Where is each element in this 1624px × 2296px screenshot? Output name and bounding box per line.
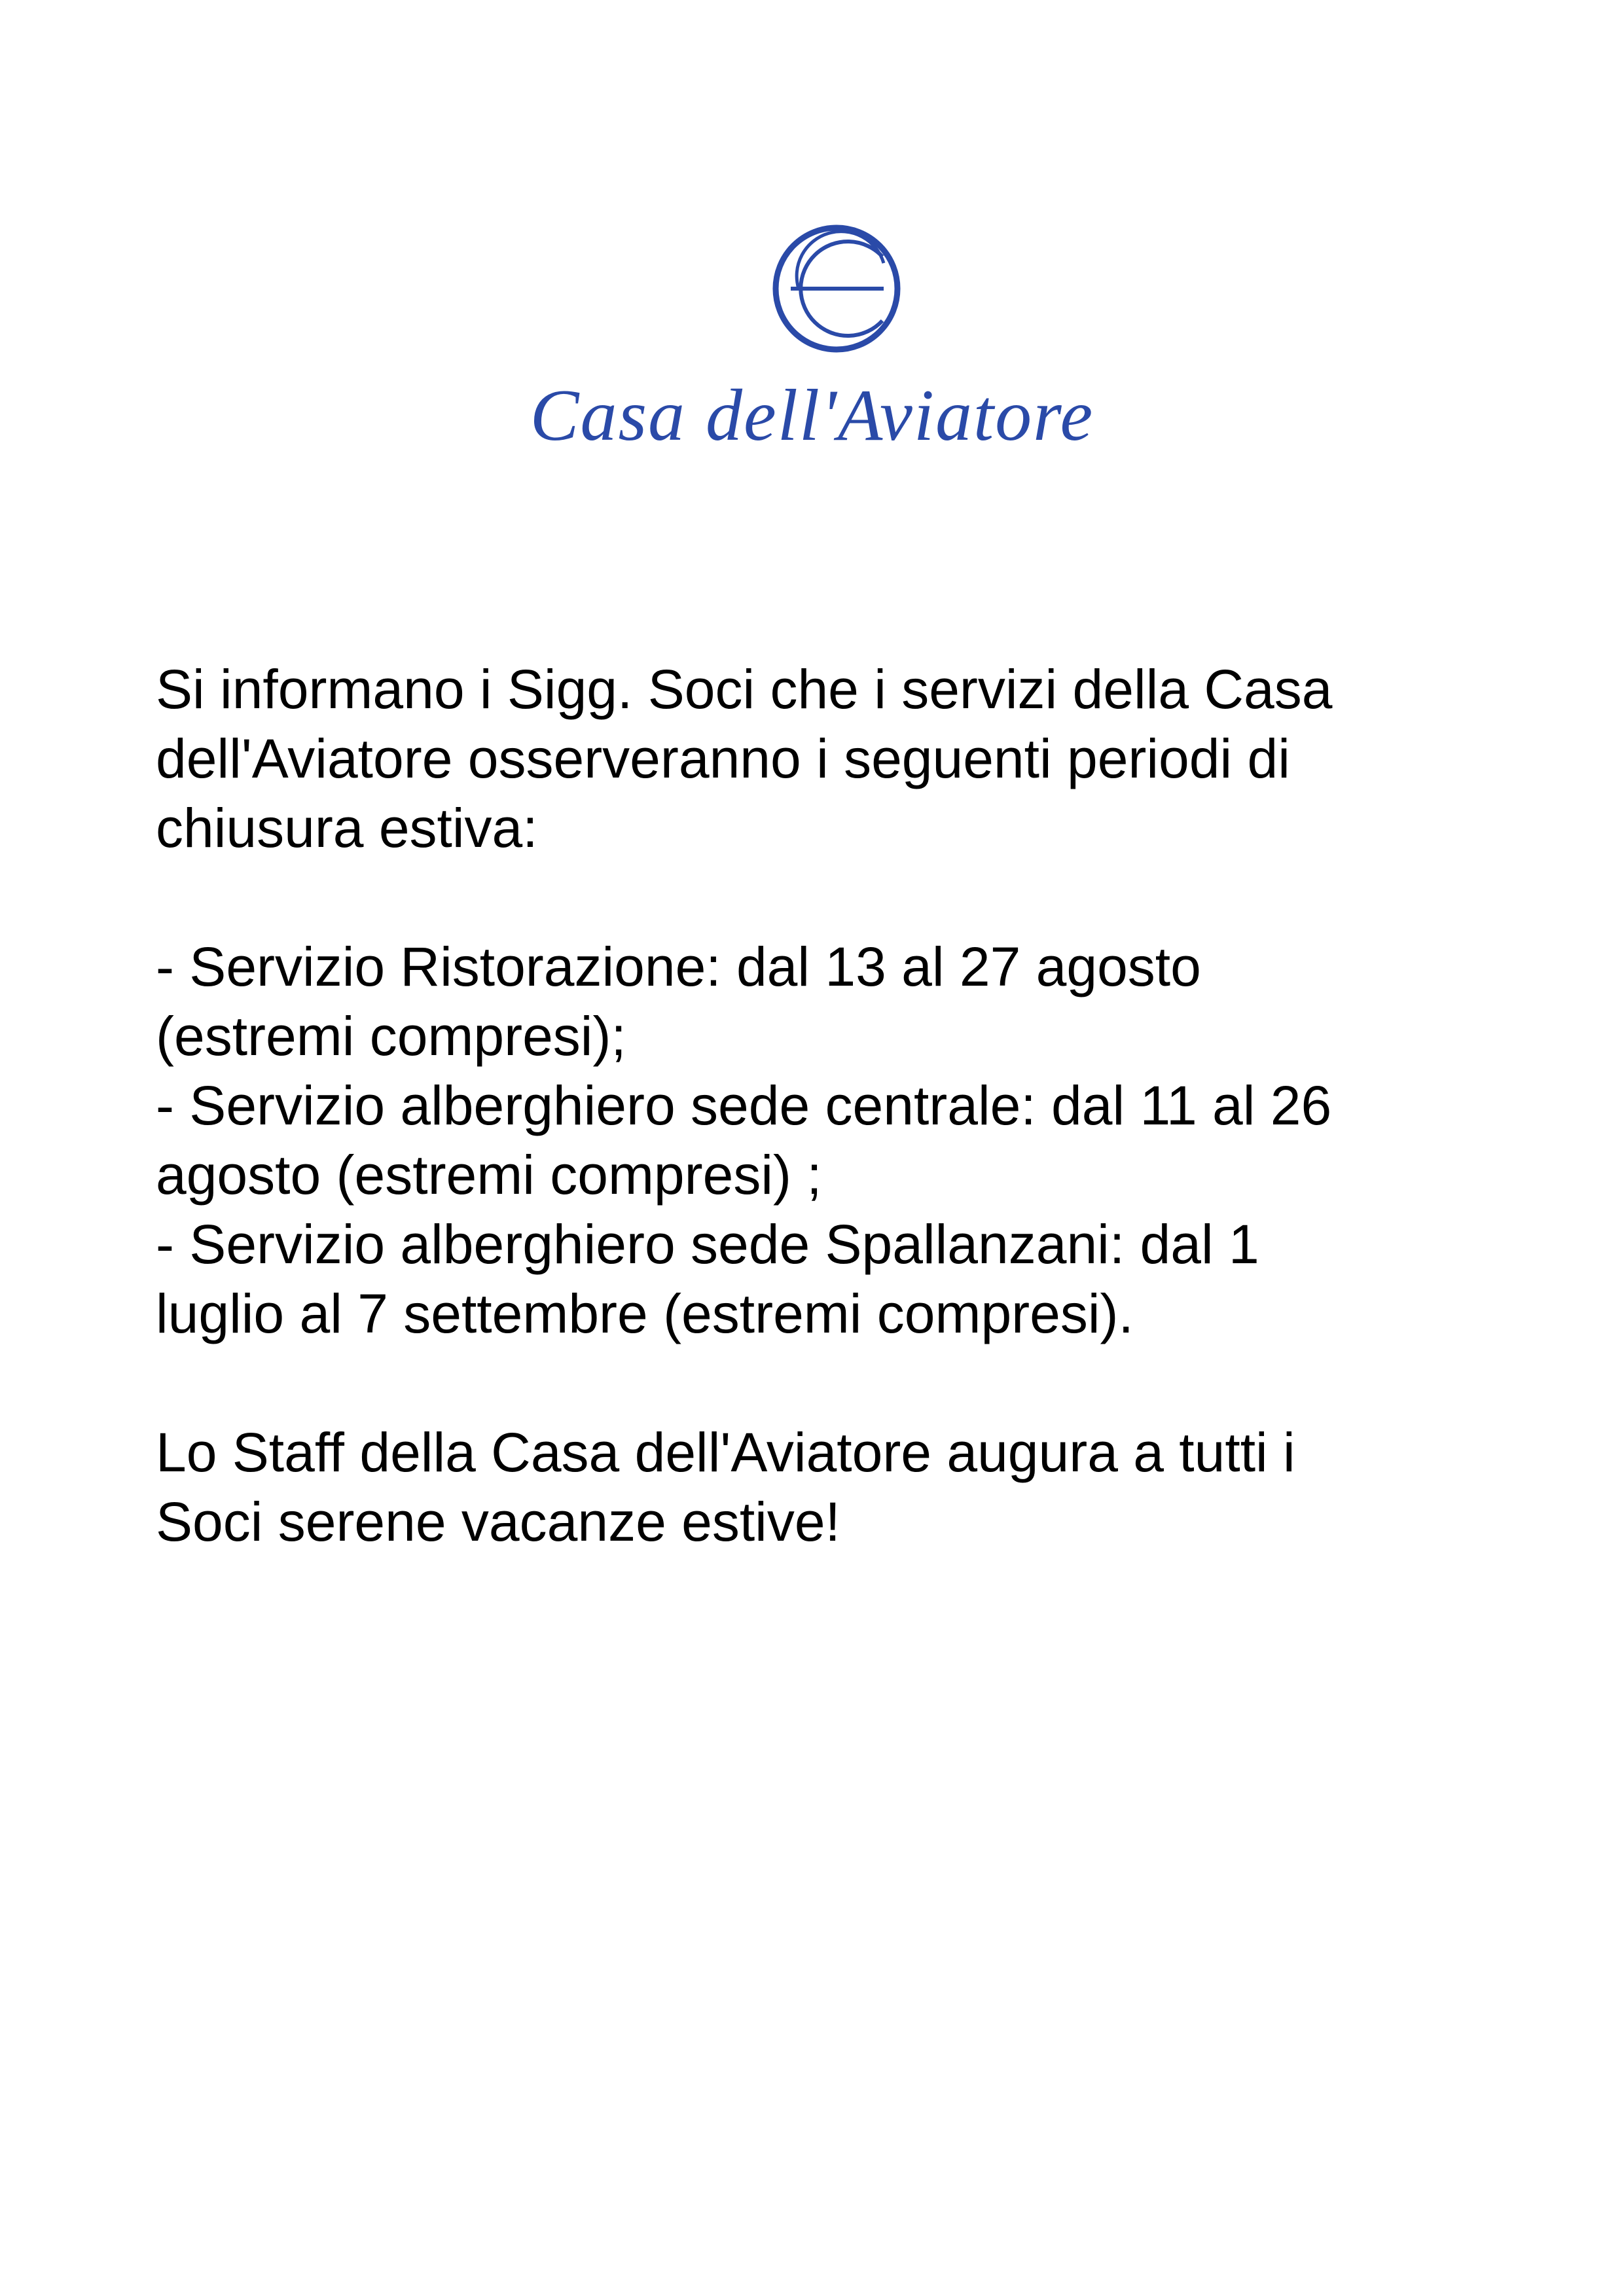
logo-wordmark-text: Casa dell'Aviatore (530, 375, 1094, 456)
casa-aviatore-logo-icon (771, 216, 902, 361)
closing-line: Lo Staff della Casa dell'Aviatore augura a tutti i (156, 1422, 1295, 1483)
closure-line: (estremi compresi); (156, 1005, 626, 1067)
closure-line: agosto (estremi compresi) ; (156, 1144, 822, 1206)
closure-line: - Servizio Ristorazione: dal 13 al 27 agosto (156, 936, 1201, 997)
paragraph-gap (156, 863, 1498, 932)
intro-line: dell'Aviatore osserveranno i seguenti periodi di (156, 728, 1290, 789)
notice-body (156, 655, 1498, 1556)
closing-line: Soci serene vacanze estive! (156, 1491, 840, 1552)
closure-line: - Servizio alberghiero sede Spallanzani: dal 1 (156, 1213, 1259, 1275)
paragraph-gap (156, 1348, 1498, 1418)
logo-wordmark (0, 370, 1624, 461)
intro-line: chiusura estiva: (156, 797, 538, 859)
closure-line: luglio al 7 settembre (estremi compresi). (156, 1283, 1134, 1344)
intro-line: Si informano i Sigg. Soci che i servizi della Casa (156, 658, 1333, 720)
closure-line: - Servizio alberghiero sede centrale: dal 11 al 26 (156, 1075, 1332, 1136)
